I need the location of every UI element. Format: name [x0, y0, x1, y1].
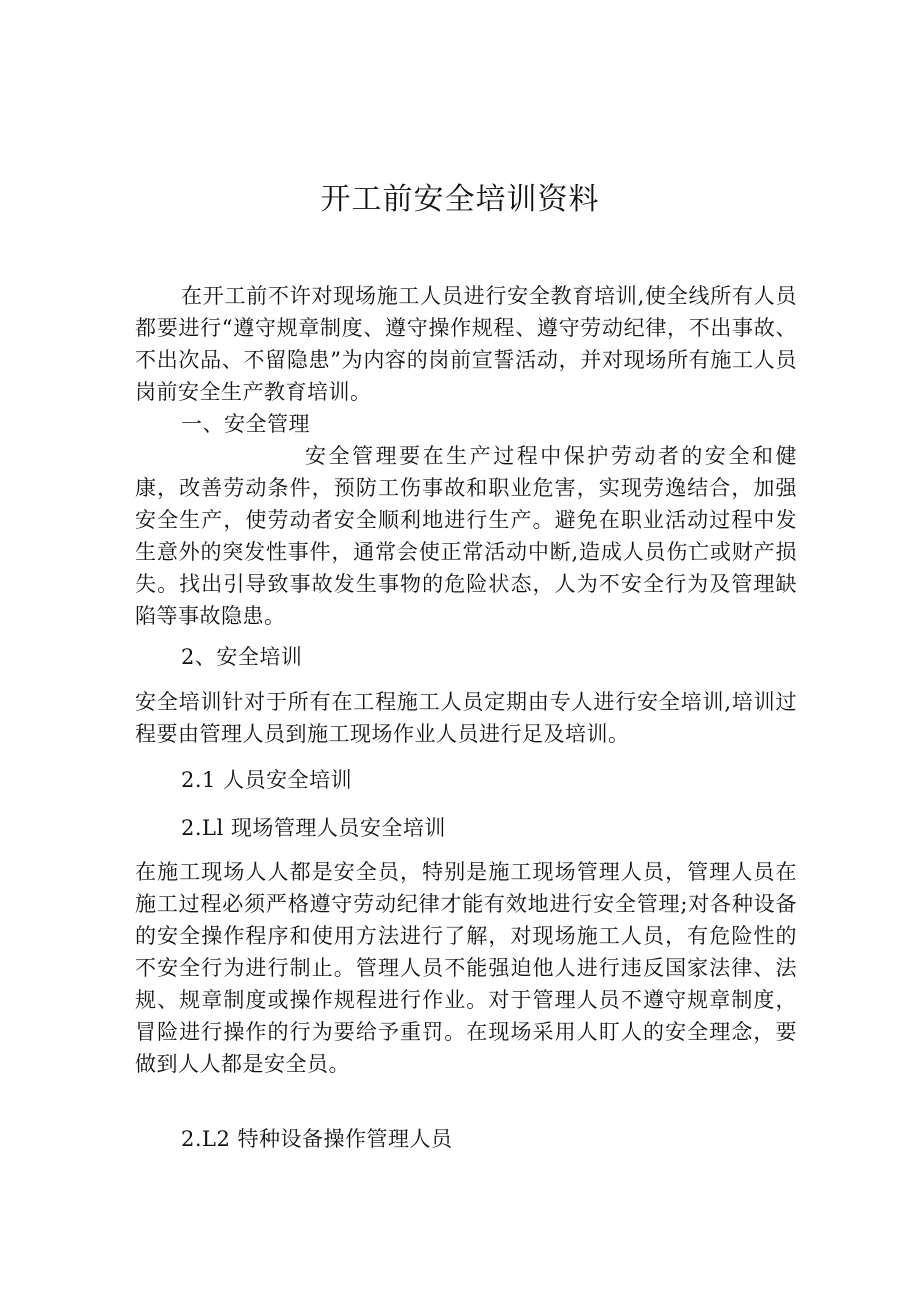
section2-1-2-heading: 2.L2 特种设备操作管理人员	[181, 1127, 453, 1151]
document-title: 开工前安全培训资料	[320, 182, 600, 217]
section2-heading: 2、安全培训	[181, 645, 303, 669]
section2-1-1-paragraph: 在施工现场人人都是安全员，特别是施工现场管理人员，管理人员在施工过程必须严格遵守劳动纪律才能有效地进行安全管理;对各种设备的安全操作程序和使用方法进行了解，对现场施工人员，有危险性的不安全行为进行制止。管理人员不能强迫他人进行违反国家法律、法规、规章制度或操作规程进行作业。对于管理人员不遵守规章制度，冒险进行操作的行为要给予重罚。在现场采用人盯人的安全理念，要做到人人都是安全员。	[135, 860, 797, 1076]
section1-heading: 一、安全管理	[181, 412, 310, 436]
intro-paragraph: 在开工前不许对现场施工人员进行安全教育培训,使全线所有人员都要进行“遵守规章制度、遵守操作规程、遵守劳动纪律，不出事故、不出次品、不留隐患”为内容的岗前宣誓活动，并对现场所有施工人员岗前安全生产教育培训。	[135, 284, 797, 404]
section1-paragraph: 安全管理要在生产过程中保护劳动者的安全和健康，改善劳动条件，预防工伤事故和职业危害，实现劳逸结合，加强安全生产，使劳动者安全顺利地进行生产。避免在职业活动过程中发生意外的突发性事件，通常会使正常活动中断,造成人员伤亡或财产损失。找出引导致事故发生事物的危险状态，人为不安全行为及管理缺陷等事故隐患。	[135, 444, 797, 628]
section2-1-1-heading: 2.Ll 现场管理人员安全培训	[181, 816, 446, 840]
section2-1-heading: 2.1 人员安全培训	[181, 768, 353, 792]
section2-paragraph: 安全培训针对于所有在工程施工人员定期由专人进行安全培训,培训过程要由管理人员到施工现场作业人员进行足及培训。	[135, 690, 797, 746]
